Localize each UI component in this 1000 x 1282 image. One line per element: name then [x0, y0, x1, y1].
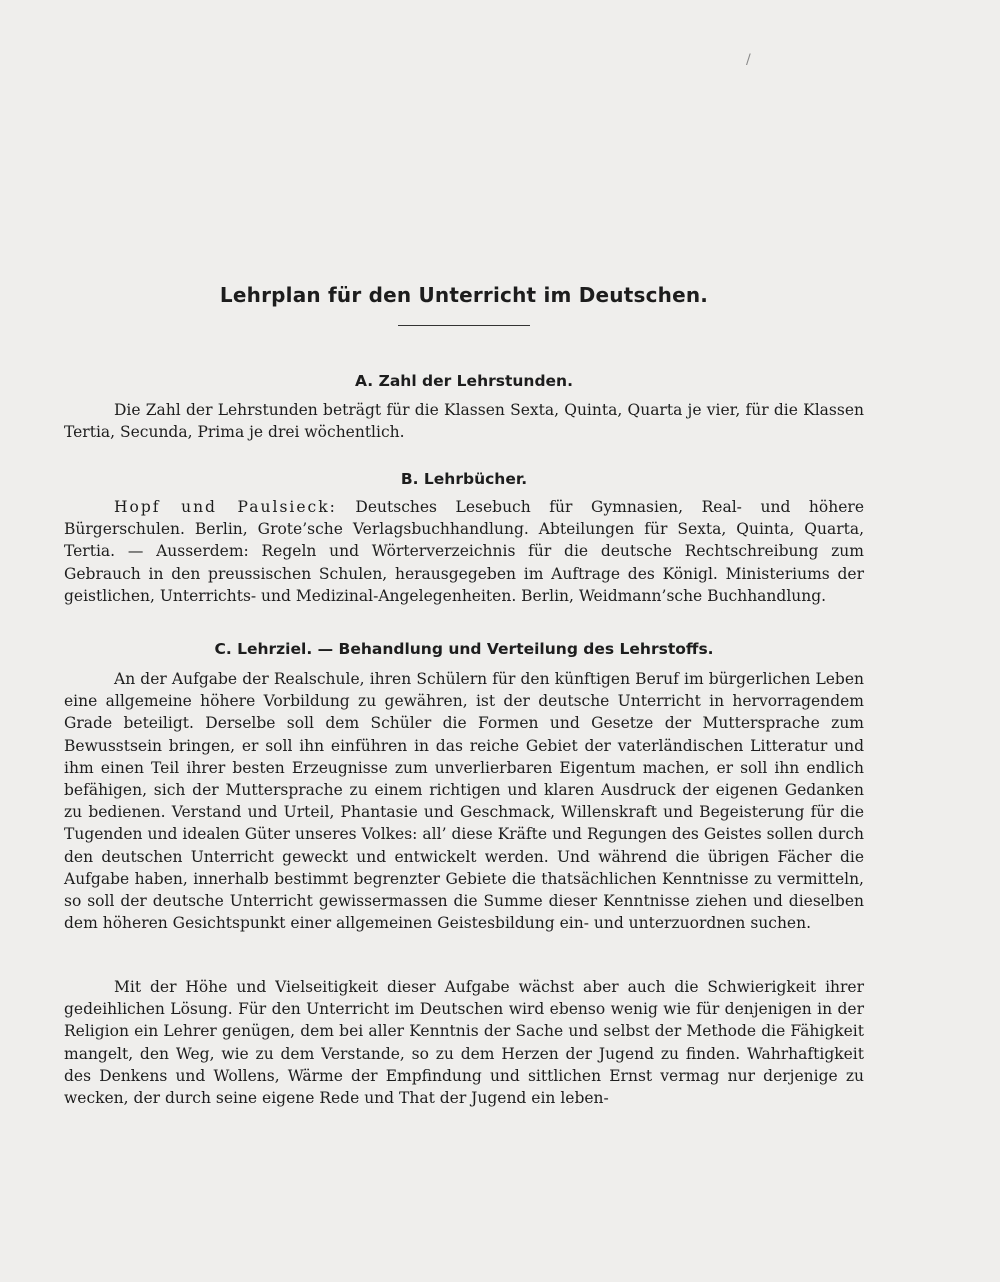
- section-c-body-1: An der Aufgabe der Realschule, ihren Schülern für den künftigen Beruf im bürgerlichen Leben eine allgemeine höhere Vorbildung zu gewähren, ist der deutsche Unterricht in hervorragendem Grade beteiligt. Derselbe soll dem Schüler die Formen und Gesetze der Muttersprache zum Bewusstsein bringen, er soll ihn einführen in das reiche Gebiet der vaterländischen Litteratur und ihm einen Teil ihrer besten Erzeugnisse zum unverlierbaren Eigentum machen, er soll ihn endlich befähigen, sich der Muttersprache zu einem richtigen und klaren Ausdruck der eigenen Gedanken zu bedienen. Verstand und Urteil, Phantasie und Geschmack, Willenskraft und Begeisterung für die Tugenden und idealen Güter unseres Volkes: all’ diese Kräfte und Regungen des Geistes sollen durch den deutschen Unterricht geweckt und entwickelt werden. Und während die übrigen Fächer die Aufgabe haben, innerhalb bestimmt begrenzter Gebiete die thatsächlichen Kenntnisse zu vermitteln, so soll der deutsche Unterricht gewissermassen die Summe dieser Kenntnisse ziehen und dieselben dem höheren Gesichtspunkt einer allgemeinen Geistesbildung ein- und unterzuordnen suchen.: [64, 670, 864, 933]
- section-b-body: Deutsches Lesebuch für Gymnasien, Real- und höhere Bürgerschulen. Berlin, Grote’sche Verlagsbuchhandlung. Abteilungen für Sexta, Quinta, Quarta, Tertia. — Ausserdem: Regeln und Wörterverzeichnis für die deutsche Rechtschreibung zum Gebrauch in den preussischen Schulen, herausgegeben im Auftrage des Königl. Ministeriums der geistlichen, Unterrichts- und Medizinal-Angelegenheiten. Berlin, Weidmann’sche Buchhandlung.: [64, 498, 864, 605]
- section-a-body: Die Zahl der Lehrstunden beträgt für die Klassen Sexta, Quinta, Quarta je vier, für die Klassen Tertia, Secunda, Prima je drei wöchentlich.: [64, 401, 864, 442]
- section-b-heading: B. Lehrbücher.: [400, 470, 528, 488]
- section-c-paragraph-2: [64, 976, 864, 1109]
- section-b-authors: Hopf und Paulsieck:: [114, 498, 337, 516]
- section-a-heading: A. Zahl der Lehrstunden.: [355, 372, 573, 390]
- page-title: Lehrplan für den Unterricht im Deutschen.: [219, 283, 709, 307]
- document-page: [64, 0, 864, 1282]
- section-a-text: [64, 399, 864, 443]
- corner-mark: /: [746, 52, 751, 68]
- section-c-body-2: Mit der Höhe und Vielseitigkeit dieser Aufgabe wächst aber auch die Schwierigkeit ihrer gedeihlichen Lösung. Für den Unterricht im Deutschen wird ebenso wenig wie für denjenigen in der Religion ein Lehrer genügen, dem bei aller Kenntnis der Sache und selbst der Methode die Fähigkeit mangelt, den Weg, wie zu dem Verstande, so zu dem Herzen der Jugend zu finden. Wahrhaftigkeit des Denkens und Wollens, Wärme der Empfindung und sittlichen Ernst vermag nur derjenige zu wecken, der durch seine eigene Rede und That der Jugend ein leben-: [64, 978, 864, 1108]
- section-b-text: [64, 496, 864, 607]
- section-c-heading: C. Lehrziel. — Behandlung und Verteilung des Lehrstoffs.: [214, 640, 714, 658]
- title-divider: [398, 325, 530, 326]
- section-c-paragraph-1: [64, 668, 864, 934]
